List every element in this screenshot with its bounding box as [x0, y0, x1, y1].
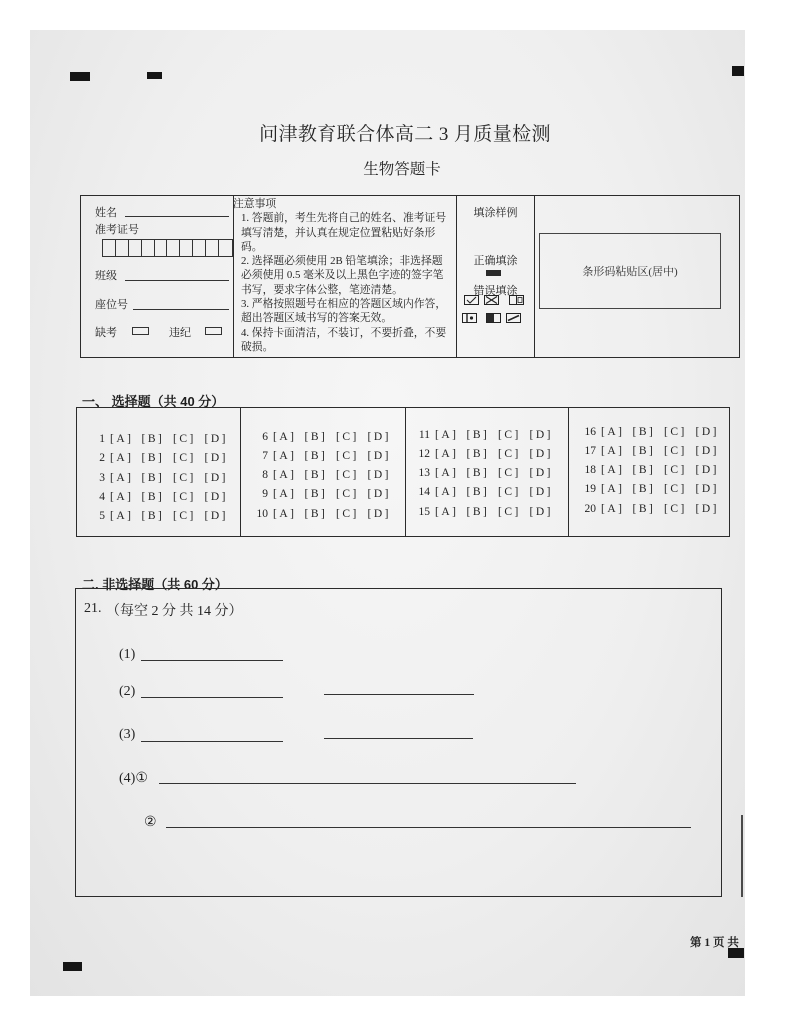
registration-mark-bottom-left: [63, 962, 82, 971]
option-bubble-b[interactable]: [B]: [304, 449, 328, 462]
question-number: 12: [418, 447, 430, 460]
choice-row: [412, 426, 568, 445]
option-bubble-d[interactable]: [D]: [695, 502, 719, 515]
option-bubble-c[interactable]: [C]: [336, 430, 359, 443]
option-bubble-b[interactable]: [B]: [141, 433, 165, 445]
choice-column: [569, 408, 729, 536]
option-bubble-c[interactable]: [C]: [336, 469, 359, 482]
choice-row: [412, 503, 568, 522]
option-bubble-b[interactable]: [B]: [304, 469, 328, 482]
choice-column: [77, 408, 240, 536]
question-number: 15: [418, 505, 430, 518]
barcode-area: [539, 233, 721, 309]
exam-number-box[interactable]: [180, 240, 193, 256]
open-answer-panel: [75, 588, 722, 897]
question-number: 1: [99, 433, 105, 445]
exam-number-box[interactable]: [142, 240, 155, 256]
option-bubble-a[interactable]: [A]: [601, 444, 625, 457]
option-bubble-d[interactable]: [D]: [529, 447, 553, 460]
exam-number-box[interactable]: [129, 240, 142, 256]
wrong-fill-split-icon: [509, 295, 524, 305]
option-bubble-d[interactable]: [D]: [367, 488, 391, 501]
option-bubble-d[interactable]: [D]: [204, 433, 228, 445]
option-bubble-c[interactable]: [C]: [498, 428, 521, 441]
option-bubble-d[interactable]: [D]: [695, 464, 719, 477]
option-bubble-a[interactable]: [A]: [435, 428, 459, 441]
option-bubble-b[interactable]: [B]: [466, 467, 490, 480]
question-number: 5: [99, 510, 105, 523]
choice-row: [412, 483, 568, 502]
question-number: 10: [256, 507, 268, 520]
notice-item: 3. 严格按照题号在相应的答题区域内作答，超出答题区域书写的答案无效。: [241, 298, 447, 325]
absent-label: 缺考: [95, 327, 117, 339]
option-bubble-b[interactable]: [B]: [632, 502, 656, 515]
option-bubble-d[interactable]: [D]: [367, 449, 391, 462]
option-bubble-d[interactable]: [D]: [529, 505, 553, 518]
option-bubble-b[interactable]: [B]: [304, 507, 328, 520]
option-bubble-d[interactable]: [D]: [367, 469, 391, 482]
violation-label: 违纪: [169, 327, 191, 339]
seat-label: 座位号: [95, 299, 128, 311]
option-bubble-c[interactable]: [C]: [336, 507, 359, 520]
choice-row: [578, 461, 729, 480]
answer-blank[interactable]: [141, 741, 283, 742]
part-label-3: (3): [119, 727, 136, 742]
choice-row: [578, 500, 729, 519]
option-bubble-c[interactable]: [C]: [173, 452, 196, 465]
question-number: 17: [584, 444, 596, 457]
seat-field[interactable]: [133, 309, 229, 310]
option-bubble-d[interactable]: [D]: [695, 483, 719, 496]
choice-row: [87, 449, 240, 468]
option-bubble-c[interactable]: [C]: [664, 444, 687, 457]
answer-blank[interactable]: [166, 827, 691, 828]
option-bubble-a[interactable]: [A]: [601, 464, 625, 477]
option-bubble-a[interactable]: [A]: [435, 447, 459, 460]
option-bubble-a[interactable]: [A]: [601, 425, 625, 438]
name-field[interactable]: [125, 216, 229, 217]
choice-row: [87, 430, 240, 449]
column-divider: [534, 196, 535, 357]
answer-blank[interactable]: [324, 738, 473, 739]
wrong-fill-half-icon: [486, 313, 501, 323]
option-bubble-c[interactable]: [C]: [664, 502, 687, 515]
choice-row: [578, 423, 729, 442]
notice-title: 注意事项: [233, 198, 277, 210]
choice-row: [412, 464, 568, 483]
exam-number-grid: [102, 239, 233, 257]
question-number: 8: [262, 469, 268, 482]
notice-item: 1. 答题前，考生先将自己的姓名、准考证号填写清楚，并认真在规定位置粘贴好条形码。: [241, 212, 447, 253]
answer-blank[interactable]: [141, 660, 283, 661]
registration-mark-top-left: [70, 72, 90, 81]
choice-row: [250, 447, 405, 466]
option-bubble-a[interactable]: [A]: [273, 449, 297, 462]
option-bubble-c[interactable]: [C]: [336, 449, 359, 462]
question-number: 16: [584, 425, 596, 438]
page-subtitle: 生物答题卡: [363, 161, 441, 178]
option-bubble-c[interactable]: [C]: [498, 447, 521, 460]
option-bubble-b[interactable]: [B]: [632, 483, 656, 496]
option-bubble-b[interactable]: [B]: [304, 488, 328, 501]
part-label-4-1: (4)①: [119, 771, 148, 786]
question-number: 20: [584, 502, 596, 515]
choice-column: [241, 408, 405, 536]
option-bubble-c[interactable]: [C]: [498, 486, 521, 499]
option-bubble-b[interactable]: [B]: [141, 452, 165, 465]
class-field[interactable]: [125, 280, 229, 281]
choice-column: [406, 408, 568, 536]
question-number: 11: [418, 428, 430, 441]
fill-sample-title: 填涂样例: [473, 207, 518, 219]
choice-section-title: 一、 选择题（共 40 分）: [82, 394, 225, 409]
wrong-fill-cross-icon: [484, 295, 499, 305]
registration-mark-top-right: [732, 66, 744, 76]
choice-row: [578, 480, 729, 499]
absent-checkbox[interactable]: [132, 327, 149, 335]
barcode-label: 条形码粘贴区(居中): [582, 266, 678, 278]
option-bubble-a[interactable]: [A]: [110, 510, 134, 523]
option-bubble-c[interactable]: [C]: [664, 464, 687, 477]
choice-row: [250, 466, 405, 485]
exam-number-box[interactable]: [219, 240, 232, 256]
option-bubble-d[interactable]: [D]: [204, 471, 228, 484]
option-bubble-a[interactable]: [A]: [435, 505, 459, 518]
exam-number-box[interactable]: [103, 240, 116, 256]
option-bubble-d[interactable]: [D]: [367, 430, 391, 443]
question-number: 9: [262, 488, 268, 501]
option-bubble-c[interactable]: [C]: [173, 471, 196, 484]
exam-number-box[interactable]: [206, 240, 219, 256]
option-bubble-d[interactable]: [D]: [204, 510, 228, 523]
answer-blank[interactable]: [159, 783, 576, 784]
student-info-panel: [80, 195, 740, 358]
option-bubble-c[interactable]: [C]: [664, 483, 687, 496]
choice-row: [578, 442, 729, 461]
option-bubble-a[interactable]: [A]: [273, 488, 297, 501]
answer-blank[interactable]: [141, 697, 283, 698]
question-number: 6: [262, 430, 268, 443]
answer-blank[interactable]: [324, 694, 474, 695]
option-bubble-d[interactable]: [D]: [695, 425, 719, 438]
option-bubble-a[interactable]: [A]: [601, 502, 625, 515]
question-number: 14: [418, 486, 430, 499]
choice-row: [412, 445, 568, 464]
notice-item: 4. 保持卡面清洁，不装订，不要折叠，不要破损。: [241, 326, 447, 353]
option-bubble-d[interactable]: [D]: [529, 467, 553, 480]
option-bubble-a[interactable]: [A]: [273, 507, 297, 520]
exam-number-box[interactable]: [116, 240, 129, 256]
question-number: 13: [418, 467, 430, 480]
option-bubble-c[interactable]: [C]: [336, 488, 359, 501]
correct-fill-label: 正确填涂: [473, 255, 518, 267]
exam-number-box[interactable]: [167, 240, 180, 256]
option-bubble-b[interactable]: [B]: [141, 471, 165, 484]
correct-fill-icon: [486, 270, 501, 276]
column-divider: [456, 196, 457, 357]
option-bubble-b[interactable]: [B]: [632, 464, 656, 477]
page-number: 第 1 页 共: [690, 937, 739, 949]
question-number: 18: [584, 464, 596, 477]
option-bubble-c[interactable]: [C]: [173, 490, 196, 503]
notice-block: [233, 197, 451, 354]
option-bubble-b[interactable]: [B]: [466, 505, 490, 518]
option-bubble-b[interactable]: [B]: [632, 444, 656, 457]
open-section-title: 二. 非选择题（共 60 分）: [82, 577, 228, 592]
option-bubble-a[interactable]: [A]: [435, 467, 459, 480]
option-bubble-b[interactable]: [B]: [141, 510, 165, 523]
class-label: 班级: [95, 270, 117, 282]
wrong-fill-label: 错误填涂: [473, 285, 518, 297]
option-bubble-a[interactable]: [A]: [273, 430, 297, 443]
option-bubble-d[interactable]: [D]: [529, 486, 553, 499]
wrong-fill-slash-icon: [506, 313, 521, 323]
choice-row: [87, 488, 240, 507]
option-bubble-a[interactable]: [A]: [110, 433, 134, 445]
part-label-4-2: ②: [144, 815, 157, 830]
notice-item: 2. 选择题必须使用 2B 铅笔填涂；非选择题必须使用 0.5 毫米及以上黑色字迹的签字笔书写，要求字体公整，笔迹清楚。: [241, 255, 444, 296]
option-bubble-a[interactable]: [A]: [273, 469, 297, 482]
question-number: 2: [99, 452, 105, 465]
option-bubble-a[interactable]: [A]: [435, 486, 459, 499]
option-bubble-b[interactable]: [B]: [304, 430, 328, 443]
violation-checkbox[interactable]: [205, 327, 222, 335]
registration-mark-top-center: [147, 72, 162, 79]
question-number: 21.: [84, 601, 102, 616]
option-bubble-b[interactable]: [B]: [466, 486, 490, 499]
page-title: 问津教育联合体高二 3 月质量检测: [259, 124, 551, 145]
option-bubble-b[interactable]: [B]: [466, 428, 490, 441]
exam-number-box[interactable]: [155, 240, 168, 256]
question-number: 19: [584, 483, 596, 496]
option-bubble-b[interactable]: [B]: [141, 490, 165, 503]
exam-number-label: 准考证号: [95, 224, 139, 236]
option-bubble-a[interactable]: [A]: [110, 452, 134, 465]
option-bubble-d[interactable]: [D]: [204, 452, 228, 465]
option-bubble-c[interactable]: [C]: [664, 425, 687, 438]
question-number: 4: [99, 490, 105, 503]
choice-answer-panel: [76, 407, 730, 537]
option-bubble-c[interactable]: [C]: [173, 433, 196, 445]
wrong-fill-dot-icon: [462, 313, 477, 323]
option-bubble-b[interactable]: [B]: [466, 447, 490, 460]
part-label-2: (2): [119, 684, 136, 699]
wrong-fill-check-icon: [464, 295, 479, 305]
choice-row: [250, 428, 405, 447]
part-label-1: (1): [119, 647, 136, 662]
option-bubble-c[interactable]: [C]: [173, 510, 196, 523]
choice-row: [87, 507, 240, 526]
option-bubble-d[interactable]: [D]: [695, 444, 719, 457]
choice-row: [87, 469, 240, 488]
option-bubble-d[interactable]: [D]: [529, 428, 553, 441]
name-label: 姓名: [95, 207, 117, 219]
option-bubble-a[interactable]: [A]: [110, 490, 134, 503]
option-bubble-d[interactable]: [D]: [367, 507, 391, 520]
question-number: 7: [262, 449, 268, 462]
option-bubble-c[interactable]: [C]: [498, 467, 521, 480]
question-score-note: （每空 2 分 共 14 分）: [106, 604, 243, 619]
option-bubble-a[interactable]: [A]: [601, 483, 625, 496]
paper-edge-shadow: [741, 815, 743, 897]
exam-number-box[interactable]: [193, 240, 206, 256]
choice-row: [250, 485, 405, 504]
option-bubble-d[interactable]: [D]: [204, 490, 228, 503]
option-bubble-b[interactable]: [B]: [632, 425, 656, 438]
choice-row: [250, 505, 405, 524]
question-number: 3: [99, 471, 105, 484]
option-bubble-c[interactable]: [C]: [498, 505, 521, 518]
option-bubble-a[interactable]: [A]: [110, 471, 134, 484]
